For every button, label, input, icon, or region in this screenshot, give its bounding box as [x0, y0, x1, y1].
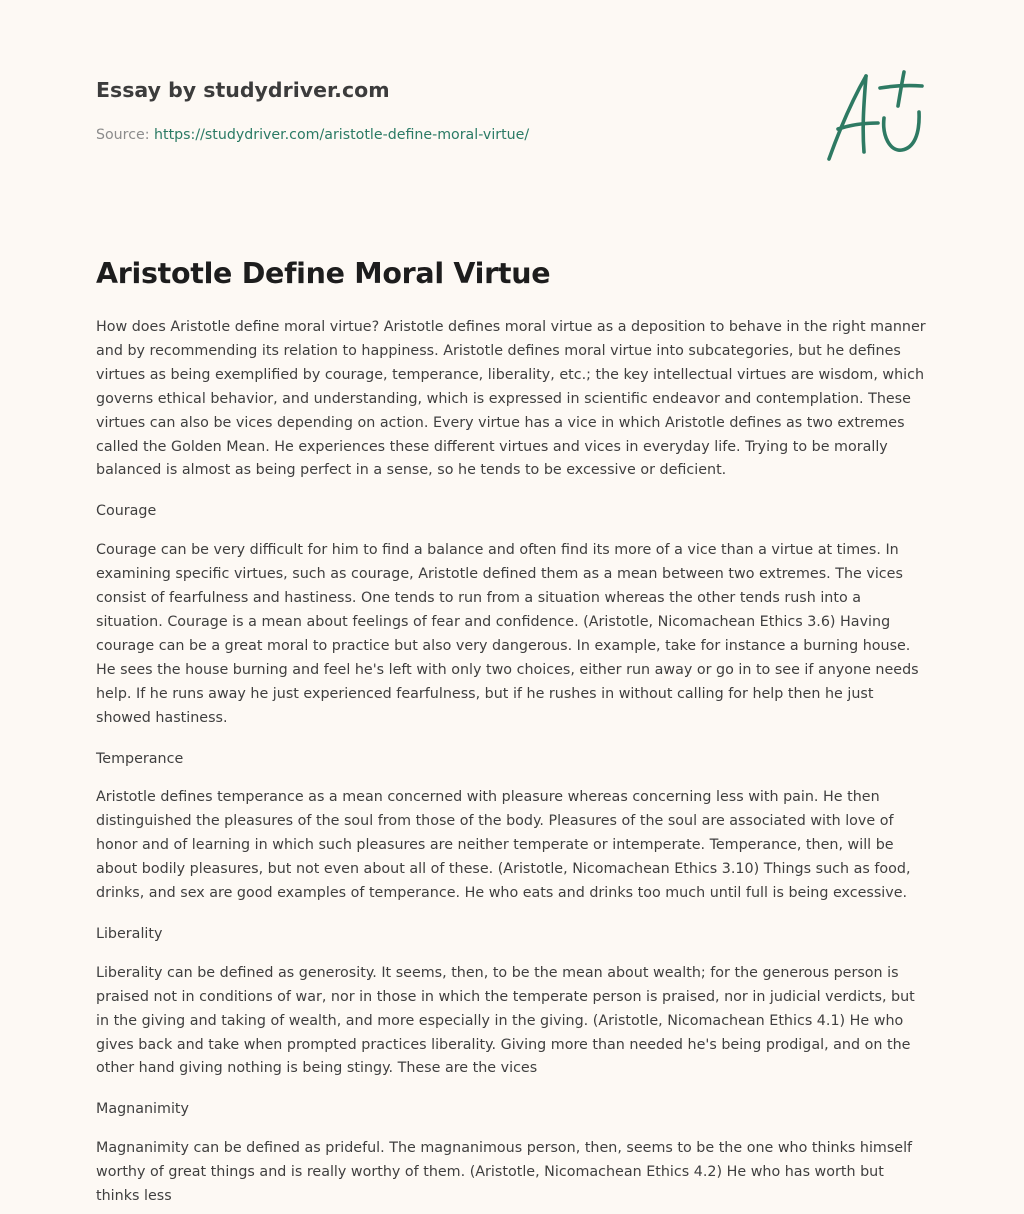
section-body-temperance: Aristotle defines temperance as a mean concerned with pleasure whereas concerning less with pain. He then distinguished the pleasures of the soul from those of the body. Pleasures of the soul are associated with love of honor and of learning in which such pleasures are neither temperate or intemperate. Temperance, then, will be about bodily pleasures, but not even about all of these. (Aristotle, Nicomachean Ethics 3.10) Things such as food, drinks, and sex are good examples of temperance. He who eats and drinks too much until full is being excessive. [96, 789, 911, 902]
page-title: Aristotle Define Moral Virtue [96, 257, 551, 290]
section-heading-magnanimity: Magnanimity [96, 1101, 189, 1118]
section-heading-courage: Courage [96, 503, 157, 520]
source-line [96, 125, 796, 145]
header [96, 76, 796, 145]
essay-content [96, 316, 931, 1209]
intro-paragraph: How does Aristotle define moral virtue? Aristotle defines moral virtue as a deposition to behave in the right manner and by recommending its relation to happiness. Aristotle defines moral virtue into subcategories, but he defines virtues as being exemplified by courage, temperance, liberality, etc.; the key intellectual virtues are wisdom, which governs ethical behavior, and understanding, which is expressed in scientific endeavor and contemplation. These virtues can also be vices depending on action. Every virtue has a vice in which Aristotle defines as two extremes called the Golden Mean. He experiences these different virtues and vices in everyday life. Trying to be morally balanced is almost as being perfect in a sense, so he tends to be excessive or deficient. [96, 319, 926, 479]
section-body-courage: Courage can be very difficult for him to find a balance and often find its more of a vice than a virtue at times. In examining specific virtues, such as courage, Aristotle defined them as a mean between two extremes. The vices consist of fearfulness and hastiness. One tends to run from a situation whereas the other tends rush into a situation. Courage is a mean about feelings of fear and confidence. (Aristotle, Nicomachean Ethics 3.6) Having courage can be a great moral to practice but also very dangerous. In example, take for instance a burning house. He sees the house burning and feel he's left with only two choices, either run away or go in to see if anyone needs help. If he runs away he just experienced fearfulness, but if he rushes in without calling for help then he just showed hastiness. [96, 542, 919, 726]
section-heading-liberality: Liberality [96, 925, 163, 942]
source-link[interactable]: https://studydriver.com/aristotle-define-moral-virtue/ [154, 127, 530, 143]
section-body-liberality: Liberality can be defined as generosity. It seems, then, to be the mean about wealth; for the generous person is praised not in conditions of war, nor in those in which the temperate person is praised, nor in judicial verdicts, but in the giving and taking of wealth, and more especially in the giving. (Aristotle, Nicomachean Ethics 4.1) He who gives back and take when prompted practices liberality. Giving more than needed he's being prodigal, and on the other hand giving nothing is being stingy. These are the vices [96, 964, 915, 1077]
section-heading-temperance: Temperance [96, 750, 184, 767]
logo-svg [822, 66, 930, 166]
section-body-magnanimity: Magnanimity can be defined as prideful. The magnanimous person, then, seems to be the one who thinks himself worthy of great things and is really worthy of them. (Aristotle, Nicomachean Ethics 4.2) He who has worth but thinks less [96, 1140, 913, 1205]
source-label: Source: [96, 127, 155, 143]
a-plus-logo-icon [822, 66, 930, 166]
brand-title: Essay by studydriver.com [96, 78, 390, 102]
